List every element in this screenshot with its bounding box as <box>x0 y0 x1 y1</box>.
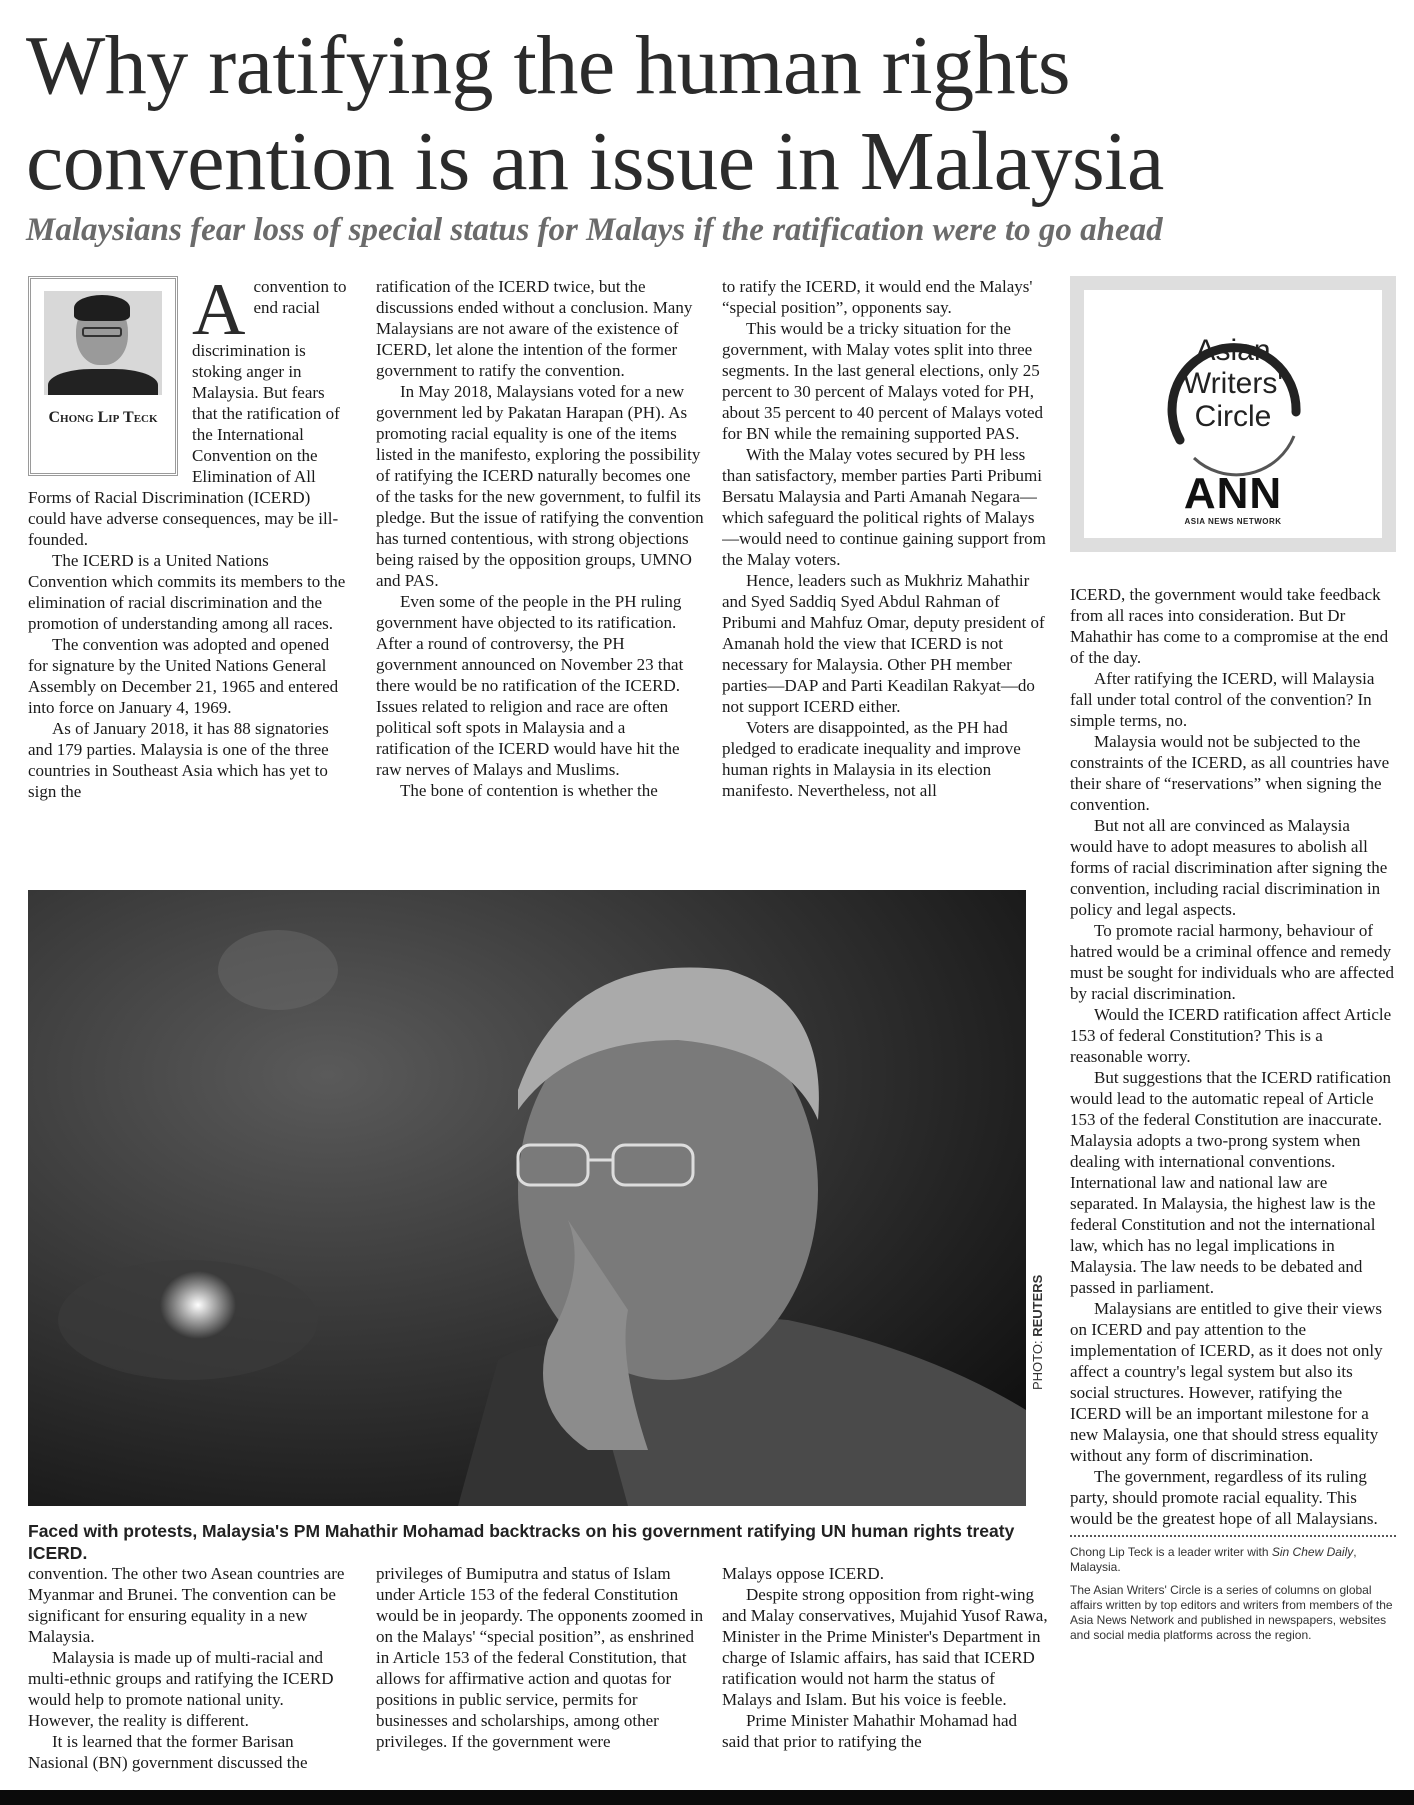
paragraph: Malaysia would not be subjected to the constraints of the ICERD, as all countries have their share of “reservations” when signing the convention. <box>1070 732 1390 814</box>
photo-credit: PHOTO: REUTERS <box>1030 1274 1045 1390</box>
paragraph: To promote racial harmony, behaviour of hatred would be a criminal offence and remedy must be sought for individuals who are affected by racial discrimination. <box>1070 921 1395 1003</box>
paragraph: The bone of contention is whether the <box>400 781 658 800</box>
drop-cap: A <box>192 276 246 351</box>
logo-line-3: Circle <box>1194 400 1272 433</box>
paragraph: The government, regardless of its ruling party, should promote racial equality. This would be the greatest hope of all Malaysians. <box>1070 1467 1378 1528</box>
bottom-border <box>0 1790 1414 1805</box>
paragraph: convention. The other two Asean countries are Myanmar and Brunei. The convention can be significant for ensuring equality in a new Malaysia. <box>28 1564 345 1646</box>
paragraph: As of January 2018, it has 88 signatories and 179 parties. Malaysia is one of the three countries in Southeast Asia which has yet to sign the <box>28 719 329 801</box>
author-bio: Chong Lip Teck is a leader writer with Sin Chew Daily, Malaysia. <box>1070 1545 1357 1574</box>
paragraph: convention to end racial discrimination is stoking anger in Malaysia. But fears that the ratification of the International Convention on the Elimination of All Forms of Racial Discrimination (ICERD) could have adverse consequences, may be ill-founded. <box>28 277 347 549</box>
paragraph: But not all are convinced as Malaysia would have to adopt measures to abolish all forms of racial discrimination after signing the convention, including racial discrimination in policy and legal aspects. <box>1070 816 1388 919</box>
ann-wordmark: ANN <box>1183 469 1283 518</box>
paragraph: privileges of Bumiputra and status of Islam under Article 153 of the federal Constitution would be in jeopardy. The opponents zoomed in on the Malays' “special position”, as enshrined in Article 153 of the federal Constitution, that allows for affirmative action and quotas for positions in public service, permits for businesses and scholarships, among other privileges. If the government were <box>376 1564 704 1751</box>
paragraph: Malaysians are entitled to give their views on ICERD and pay attention to the implementation of ICERD, as it does not only affect a country's legal system but also its social structures. However, ratifying the ICERD will be an important milestone for a new Malaysia, one that should stress equality without any form of discrimination. <box>1070 1299 1383 1465</box>
paragraph: ratification of the ICERD twice, but the discussions ended without a conclusion. Many Malaysians are not aware of the existence of ICERD, let alone the intention of the former government to ratify the convention. <box>376 277 693 380</box>
logo-line-1: Asian <box>1195 334 1271 367</box>
series-note: The Asian Writers' Circle is a series of columns on global affairs written by top editors and writers from members of the Asia News Network and published in newspapers, websites and social media platforms across the region. <box>1070 1583 1393 1642</box>
paragraph: In May 2018, Malaysians voted for a new government led by Pakatan Harapan (PH). As promoting racial equality is one of the items listed in the manifesto, exploring the possibility of ratifying the ICERD naturally becomes one of the tasks for the new government, to fulfil its pledge. But the issue of ratifying the convention has turned contentious, with strong objections being raised by the opposition groups, UMNO and PAS. <box>376 382 704 590</box>
paragraph: It is learned that the former Barisan Nasional (BN) government discussed the <box>28 1732 308 1772</box>
paragraph: Prime Minister Mahathir Mohamad had said that prior to ratifying the <box>722 1711 1018 1751</box>
asian-writers-circle-logo <box>1084 290 1382 538</box>
paragraph: to ratify the ICERD, it would end the Malays' “special position”, opponents say. <box>722 277 1033 317</box>
paragraph: Malaysia is made up of multi-racial and multi-ethnic groups and ratifying the ICERD would help to promote national unity. However, the reality is different. <box>28 1648 334 1730</box>
paragraph: Despite strong opposition from right-wing and Malay conservatives, Mujahid Yusof Rawa, Minister in the Prime Minister's Department in charge of Islamic affairs, has said that ICERD ratification would not harm the status of Malays and Islam. But his voice is feeble. <box>722 1585 1048 1709</box>
deck-subtitle: Malaysians fear loss of special status for Malays if the ratification were to go ahead <box>26 212 1163 248</box>
column-4 <box>1070 584 1396 1794</box>
photo-caption: Faced with protests, Malaysia's PM Mahathir Mohamad backtracks on his government ratifying UN human rights treaty ICERD. <box>28 1521 1015 1563</box>
paragraph: Voters are disappointed, as the PH had pledged to eradicate inequality and improve human rights in Malaysia in its election manifesto. Nevertheless, not all <box>722 718 1021 800</box>
column-2-bottom <box>376 1563 704 1803</box>
author-box <box>28 276 178 476</box>
paragraph: After ratifying the ICERD, will Malaysia fall under total control of the convention? In simple terms, no. <box>1070 669 1375 730</box>
column-3-top <box>722 276 1048 868</box>
divider <box>1070 1535 1396 1537</box>
paragraph: The convention was adopted and opened for signature by the United Nations General Assembly on December 21, 1965 and entered into force on January 4, 1969. <box>28 635 339 717</box>
paragraph: Hence, leaders such as Mukhriz Mahathir and Syed Saddiq Syed Abdul Rahman of Pribumi and Mahfuz Omar, deputy president of Amanah hold the view that ICERD is not necessary for Malaysia. Other PH member parties—DAP and Parti Keadilan Rakyat—do not support ICERD either. <box>722 571 1045 716</box>
column-3-bottom <box>722 1563 1048 1803</box>
column-1-bottom <box>28 1563 350 1803</box>
headline: Why ratifying the human rights convention is an issue in Malaysia <box>26 19 1164 208</box>
paragraph: With the Malay votes secured by PH less than satisfactory, member parties Parti Pribumi Bersatu Malaysia and Parti Amanah Negara—which safeguard the political rights of Malays—would need to continue gaining support from the Malay voters. <box>722 445 1046 569</box>
ann-network-label: ASIA NEWS NETWORK <box>1184 517 1282 526</box>
author-portrait <box>44 291 162 395</box>
paragraph: Even some of the people in the PH ruling government have objected to its ratification. After a round of controversy, the PH government announced on November 23 that there would be no ratification of the ICERD. Issues related to religion and race are often political soft spots in Malaysia and a ratification of the ICERD would have hit the raw nerves of Malays and Muslims. <box>376 592 684 779</box>
author-name: Chong Lip Teck <box>48 409 158 426</box>
column-1-top <box>28 276 350 868</box>
paragraph: ICERD, the government would take feedback from all races into consideration. But Dr Mahathir has come to a compromise at the end of the day. <box>1070 585 1389 667</box>
paragraph: This would be a tricky situation for the government, with Malay votes split into three segments. In the last general elections, only 25 percent to 30 percent of Malays voted for PH, about 35 percent to 40 percent of Malays voted for BN while the remaining supported PAS. <box>722 319 1044 443</box>
news-photo <box>28 890 1026 1506</box>
paragraph: Malays oppose ICERD. <box>722 1564 884 1583</box>
logo-line-2: Writers' <box>1182 367 1284 400</box>
paragraph: Would the ICERD ratification affect Article 153 of federal Constitution? This is a reasonable worry. <box>1070 1005 1392 1066</box>
paragraph: The ICERD is a United Nations Convention which commits its members to the elimination of racial discrimination and the promotion of understanding among all races. <box>28 551 346 633</box>
paragraph: But suggestions that the ICERD ratification would lead to the automatic repeal of Article 153 of the federal Constitution are inaccurate. Malaysia adopts a two-prong system when dealing with international conventions. International law and national law are separated. In Malaysia, the highest law is the federal Constitution and not the international law, which has no legal implications in Malaysia. The law needs to be debated and passed in parliament. <box>1070 1068 1391 1297</box>
column-2-top <box>376 276 704 868</box>
asian-writers-circle-logo-box <box>1070 276 1396 552</box>
